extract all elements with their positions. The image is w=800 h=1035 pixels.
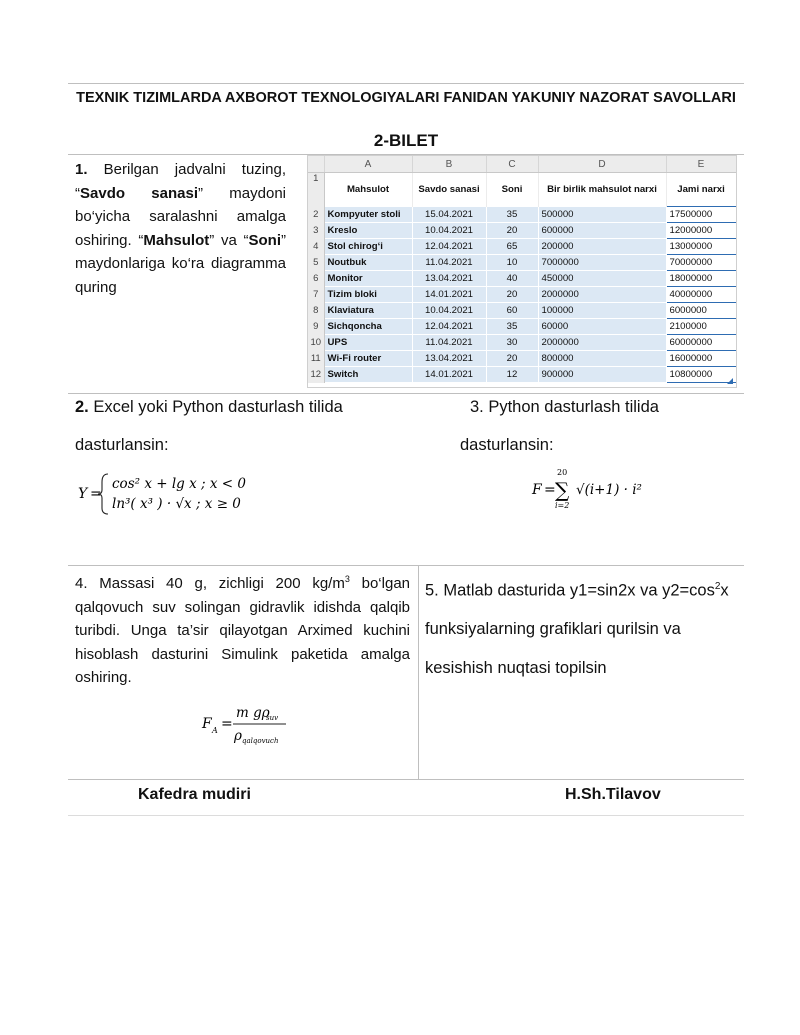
unit-price-cell: 200000 (538, 239, 666, 255)
fill-handle-icon (727, 378, 733, 384)
q4-denominator: ρ (234, 728, 242, 744)
spreadsheet-table (308, 156, 737, 383)
q2-text: Excel yoki Python dasturlash tilida (88, 398, 343, 416)
column-header: A (324, 156, 412, 173)
table-row (308, 351, 736, 367)
footer-rule-top (68, 779, 744, 780)
row-number: 8 (308, 303, 324, 319)
quantity-cell: 20 (486, 351, 538, 367)
row-rule-2 (68, 565, 744, 566)
row-number: 1 (308, 173, 324, 207)
header-cell: Soni (486, 173, 538, 207)
question-3-line-2: dasturlansin: (460, 436, 554, 454)
row-number: 3 (308, 223, 324, 239)
quantity-cell: 30 (486, 335, 538, 351)
table-row (308, 239, 736, 255)
product-cell: Monitor (324, 271, 412, 287)
product-cell: Klaviatura (324, 303, 412, 319)
product-cell: Kreslo (324, 223, 412, 239)
quantity-cell: 35 (486, 207, 538, 223)
date-cell: 13.04.2021 (412, 351, 486, 367)
quantity-cell: 10 (486, 255, 538, 271)
q1-number: 1. (75, 161, 88, 178)
equals-sign: = (221, 716, 233, 732)
q4-formula-lhs: F (202, 716, 212, 732)
date-cell: 14.01.2021 (412, 367, 486, 383)
total-price-cell: 6000000 (666, 303, 736, 319)
spreadsheet-image (307, 155, 737, 388)
corner-cell (308, 156, 324, 173)
q1-text-3: ” va “ (209, 231, 249, 249)
quantity-cell: 12 (486, 367, 538, 383)
table-row (308, 207, 736, 223)
total-price-cell: 13000000 (666, 239, 736, 255)
unit-price-cell: 100000 (538, 303, 666, 319)
row-number: 12 (308, 367, 324, 383)
q4-lhs-subscript: A (212, 726, 218, 735)
row-number: 11 (308, 351, 324, 367)
total-price-cell: 12000000 (666, 223, 736, 239)
total-price-cell: 18000000 (666, 271, 736, 287)
unit-price-cell: 800000 (538, 351, 666, 367)
row-number: 5 (308, 255, 324, 271)
table-row (308, 367, 736, 383)
product-cell: Switch (324, 367, 412, 383)
product-cell: Tizim bloki (324, 287, 412, 303)
total-price-cell: 60000000 (666, 335, 736, 351)
unit-price-cell: 600000 (538, 223, 666, 239)
table-row (308, 335, 736, 351)
q3-formula (530, 466, 670, 512)
q1-bold-2: Mahsulot (143, 231, 210, 249)
q3-formula-lhs: F (532, 482, 542, 498)
quantity-cell: 20 (486, 223, 538, 239)
total-price-cell: 17500000 (666, 207, 736, 223)
header-cell: Bir birlik mahsulot narxi (538, 173, 666, 207)
column-header: E (666, 156, 736, 173)
question-1 (75, 158, 286, 299)
product-cell: UPS (324, 335, 412, 351)
table-row (308, 271, 736, 287)
unit-price-cell: 450000 (538, 271, 666, 287)
total-price-cell: 16000000 (666, 351, 736, 367)
question-2-line-2: dasturlansin: (75, 436, 169, 454)
ticket-number: 2-BILET (373, 131, 439, 150)
q4-superscript: 3 (344, 574, 350, 584)
product-cell: Sichqoncha (324, 319, 412, 335)
q4-text-1: 4. Massasi 40 g, zichligi 200 kg/m (75, 575, 345, 592)
product-cell: Noutbuk (324, 255, 412, 271)
q4-formula (200, 702, 320, 750)
unit-price-cell: 7000000 (538, 255, 666, 271)
row-number: 7 (308, 287, 324, 303)
date-cell: 14.01.2021 (412, 287, 486, 303)
q2-case-1: cos² x + lg x ; x < 0 (112, 476, 246, 492)
q1-bold-1: Savdo sanasi (80, 184, 199, 202)
quantity-cell: 60 (486, 303, 538, 319)
q2-number: 2. (75, 398, 89, 416)
sum-body: √(i+1) · i² (576, 482, 642, 498)
document-title: TEXNIK TIZIMLARDA AXBOROT TEXNOLOGIYALARI FANIDAN YAKUNIY NAZORAT SAVOLLARI (76, 90, 736, 106)
q5-text-1: 5. Matlab dasturida y1=sin2x va y2=cos (425, 581, 715, 600)
date-cell: 11.04.2021 (412, 255, 486, 271)
row-number: 9 (308, 319, 324, 335)
q1-text-4: ” maydonlariga ko‘ra diagramma quring (75, 231, 287, 296)
date-cell: 10.04.2021 (412, 303, 486, 319)
signatory-name: H.Sh.Tilavov (565, 786, 661, 803)
column-header: B (412, 156, 486, 173)
row-number: 6 (308, 271, 324, 287)
sigma-icon: ∑ (555, 478, 570, 502)
total-price-cell: 70000000 (666, 255, 736, 271)
row-number: 2 (308, 207, 324, 223)
date-cell: 15.04.2021 (412, 207, 486, 223)
table-header-row (308, 173, 736, 207)
q5-text-2: x funksiyalarning grafiklari qurilsin va kesishish nuqtasi topilsin (425, 581, 729, 677)
unit-price-cell: 900000 (538, 367, 666, 383)
equals-sign: = (90, 486, 102, 502)
question-5 (425, 568, 740, 687)
table-row (308, 223, 736, 239)
unit-price-cell: 2000000 (538, 287, 666, 303)
q1-bold-3: Soni (248, 231, 282, 249)
sum-lower-limit: i=2 (555, 501, 570, 510)
product-cell: Kompyuter stoli (324, 207, 412, 223)
quantity-cell: 20 (486, 287, 538, 303)
quantity-cell: 40 (486, 271, 538, 287)
row-number: 4 (308, 239, 324, 255)
total-price-cell: 10800000 (666, 367, 736, 383)
table-row (308, 287, 736, 303)
q2-case-2: ln³( x³ ) · √x ; x ≥ 0 (112, 496, 241, 512)
q1-text-2: ” maydoni bo‘yicha saralashni amalga oshiring. “ (75, 184, 286, 249)
q2-formula-lhs: Y (78, 486, 88, 502)
q1-text-1: Berilgan jadvalni tuzing, “ (75, 161, 286, 202)
unit-price-cell: 2000000 (538, 335, 666, 351)
q4-text-2: bo‘lgan qalqovuch suv solingan gidravlik idishda qalqib turibdi. Unga ta’sir qilayotgan Arximed kuchini hisoblash dasturini Simulink paketida amalga oshiring. (75, 575, 410, 686)
row-rule-1 (68, 393, 744, 394)
department-head-label: Kafedra mudiri (138, 786, 251, 803)
product-cell: Wi-Fi router (324, 351, 412, 367)
table-row (308, 303, 736, 319)
date-cell: 13.04.2021 (412, 271, 486, 287)
question-2-line-1 (75, 398, 343, 417)
q4-numerator-subscript: suv (266, 714, 279, 722)
date-cell: 11.04.2021 (412, 335, 486, 351)
unit-price-cell: 60000 (538, 319, 666, 335)
total-price-cell: 40000000 (666, 287, 736, 303)
date-cell: 12.04.2021 (412, 239, 486, 255)
column-header: C (486, 156, 538, 173)
unit-price-cell: 500000 (538, 207, 666, 223)
column-header-row (308, 156, 736, 173)
q5-superscript: 2 (714, 581, 721, 592)
date-cell: 12.04.2021 (412, 319, 486, 335)
date-cell: 10.04.2021 (412, 223, 486, 239)
quantity-cell: 65 (486, 239, 538, 255)
brace-icon (98, 474, 108, 514)
question-3-line-1: 3. Python dasturlash tilida (470, 398, 659, 416)
column-divider (418, 565, 419, 779)
table-row (308, 255, 736, 271)
q4-numerator: m gρ (236, 705, 270, 721)
header-cell: Savdo sanasi (412, 173, 486, 207)
product-cell: Stol chirog‘i (324, 239, 412, 255)
header-cell: Jami narxi (666, 173, 736, 207)
question-4 (75, 568, 410, 690)
header-cell: Mahsulot (324, 173, 412, 207)
top-rule (68, 83, 744, 84)
equals-sign: = (544, 482, 556, 498)
quantity-cell: 35 (486, 319, 538, 335)
footer-rule-bottom (68, 815, 744, 816)
q4-denominator-subscript: qalqovuch (242, 737, 279, 745)
column-header: D (538, 156, 666, 173)
sum-upper-limit: 20 (557, 468, 568, 477)
q2-formula (76, 470, 296, 518)
total-price-cell: 2100000 (666, 319, 736, 335)
row-number: 10 (308, 335, 324, 351)
table-row (308, 319, 736, 335)
